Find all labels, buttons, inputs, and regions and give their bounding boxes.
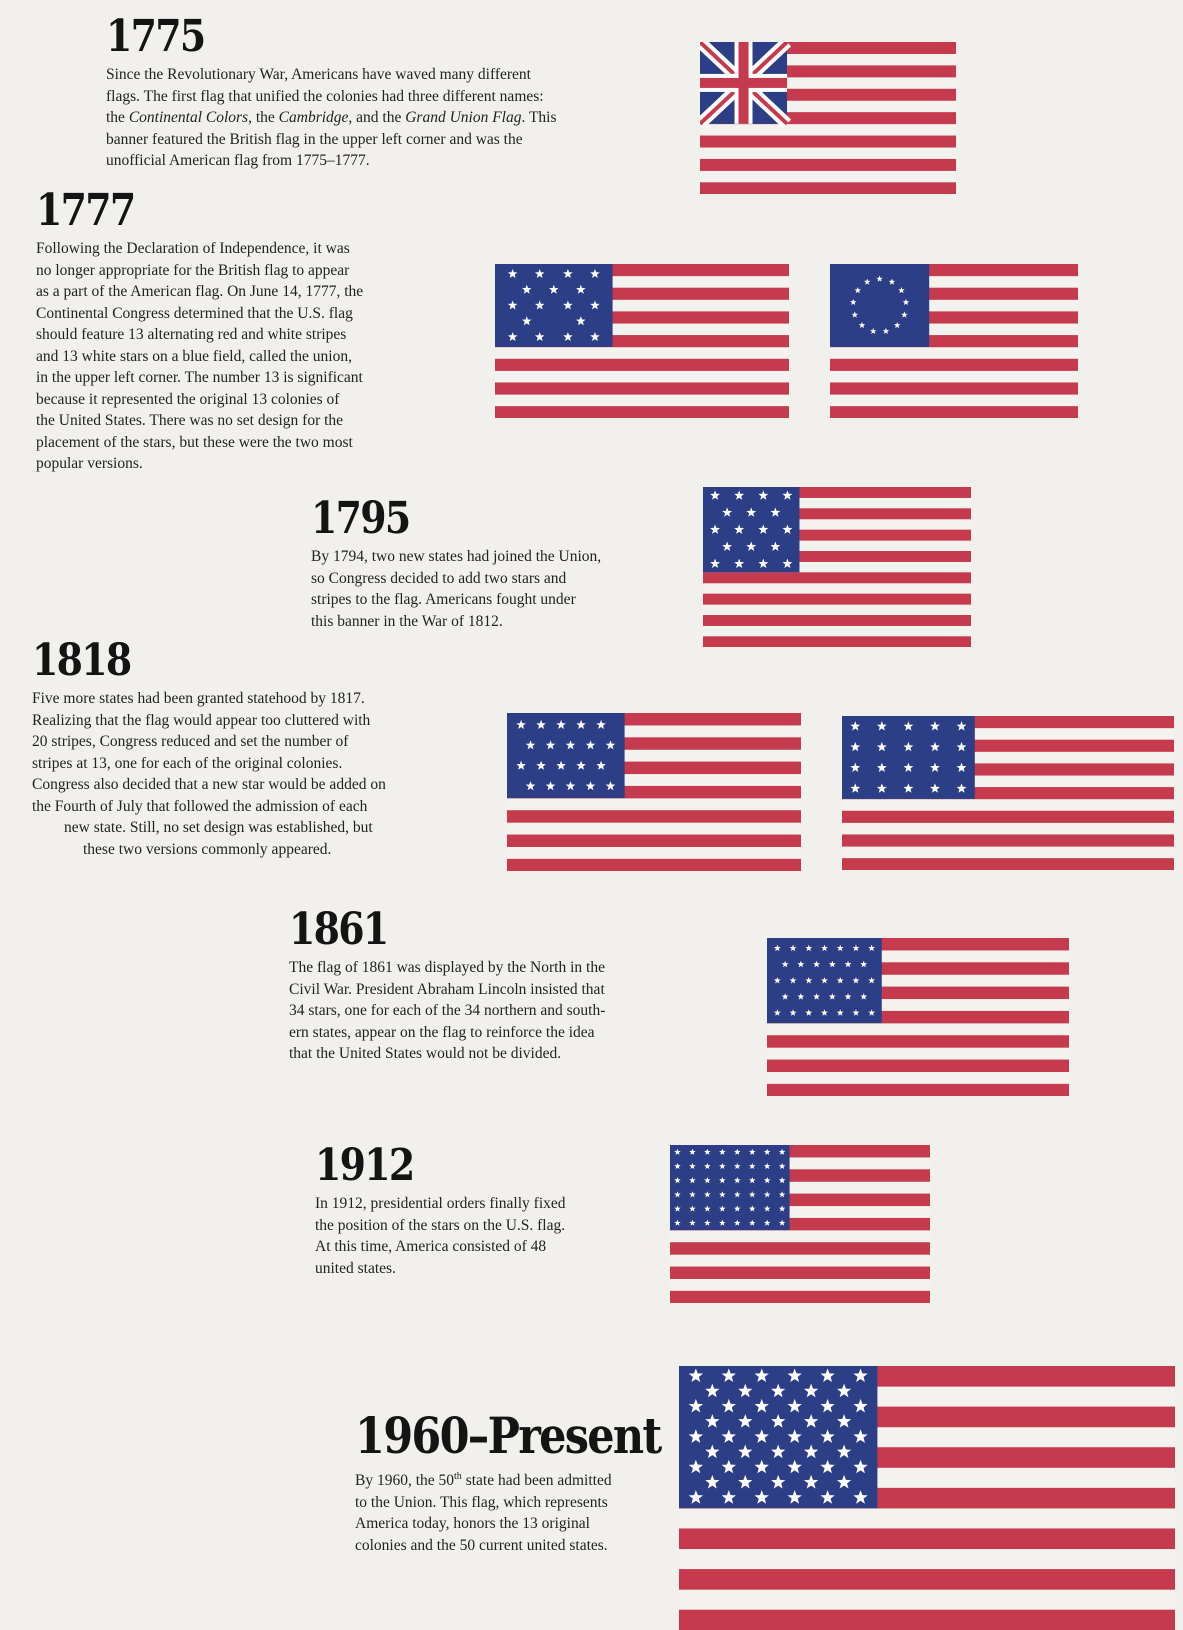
text-line: that the United States would not be divided. [289, 1045, 562, 1062]
text-line: Five more states had been granted statehood by 1817. [32, 690, 365, 707]
text-line: Following the Declaration of Independence, it was [36, 240, 350, 257]
red-stripe [830, 359, 1078, 371]
text-line: 20 stripes, Congress reduced and set the number of [32, 733, 349, 750]
red-stripe [679, 1610, 1175, 1630]
red-stripe [670, 1267, 930, 1279]
union-jack-icon [700, 42, 787, 124]
text-line [106, 107, 557, 129]
text-line: to the Union. This flag, which represents [355, 1493, 608, 1511]
section-1912 [315, 1140, 566, 1279]
text-line: In 1912, presidential orders finally fixed [315, 1195, 566, 1212]
year-heading-1861: 1861 [289, 904, 388, 955]
red-stripe [767, 1060, 1069, 1072]
red-stripe [495, 382, 789, 394]
red-stripe [700, 182, 956, 194]
text-line: At this time, America consisted of 48 [315, 1238, 547, 1255]
flag-1912-image [670, 1145, 930, 1303]
text-line: as a part of the American flag. On June 14, 1777, the [36, 283, 364, 300]
red-stripe [679, 1569, 1175, 1590]
year-heading-1795: 1795 [311, 493, 410, 544]
text-line: The flag of 1861 was displayed by the North in the [289, 959, 605, 976]
flag-1777-circle-of-stars-image [830, 264, 1078, 418]
text-line: banner featured the British flag in the upper left corner and was the [106, 130, 523, 148]
text-line: the United States. There was no set design for the [36, 412, 344, 429]
section-1795 [311, 493, 602, 632]
text-line: this banner in the War of 1812. [311, 612, 503, 630]
text-line: America today, honors the 13 original [355, 1515, 590, 1533]
red-stripe [507, 859, 801, 871]
text-line: Civil War. President Abraham Lincoln insisted that [289, 980, 605, 998]
red-stripe [507, 810, 801, 822]
flag-1777-rows-of-stars-image [495, 264, 789, 418]
text-line: no longer appropriate for the British flag to appear [36, 261, 350, 279]
flag-name-grand-union: Grand Union Flag [405, 109, 522, 126]
paragraph-1775 [106, 64, 557, 172]
text-line: in the upper left corner. The number 13 is significant [36, 369, 363, 386]
text-line: the Fourth of July that followed the admission of each [32, 797, 368, 815]
text-fragment: , and the [348, 109, 406, 126]
red-stripe [507, 835, 801, 847]
text-fragment: , the [248, 109, 279, 126]
text-line: popular versions. [36, 455, 143, 472]
year-heading-1960-present: 1960–Present [355, 1406, 661, 1465]
red-stripe [703, 615, 971, 626]
text-line [355, 1466, 710, 1492]
text-line: Congress also decided that a new star would be added on [32, 776, 386, 793]
text-line: By 1794, two new states had joined the Union, [311, 548, 602, 565]
red-stripe [700, 136, 956, 148]
text-fragment: the [106, 109, 129, 126]
red-stripe [842, 834, 1174, 846]
red-stripe [670, 1291, 930, 1303]
section-1960-present [355, 1406, 710, 1556]
flag-1861-image [767, 938, 1069, 1096]
red-stripe [679, 1528, 1175, 1549]
text-line: flags. The first flag that unified the colonies had three different names: [106, 87, 544, 105]
red-stripe [703, 636, 971, 647]
section-1861 [289, 904, 606, 1065]
red-stripe [495, 406, 789, 418]
flag-1818-staggered-stars-image [507, 713, 801, 871]
text-line: stripes at 13, one for each of the original colonies. [32, 754, 343, 772]
text-line: these two versions commonly appeared. [83, 840, 332, 858]
red-stripe [767, 1084, 1069, 1096]
text-line: Since the Revolutionary War, Americans have waved many different [106, 66, 531, 83]
text-line: unofficial American flag from 1775–1777. [106, 152, 370, 169]
text-line: 34 stars, one for each of the 34 northern and south- [289, 1002, 606, 1019]
paragraph-1777 [36, 238, 363, 475]
year-heading-1912: 1912 [315, 1140, 414, 1191]
text-line: so Congress decided to add two stars and [311, 569, 567, 587]
paragraph-1795 [311, 546, 601, 632]
year-heading-1818: 1818 [32, 635, 131, 686]
year-heading-1777: 1777 [36, 185, 135, 236]
text-fragment: . This [521, 109, 557, 126]
flag-modern-50-stars-image [679, 1366, 1175, 1630]
paragraph-1861 [289, 957, 605, 1065]
red-stripe [703, 594, 971, 605]
red-stripe [830, 382, 1078, 394]
text-line: because it represented the original 13 colonies of [36, 390, 340, 408]
text-line: Continental Congress determined that the U.S. flag [36, 304, 353, 322]
grand-union-flag-image [700, 42, 956, 194]
flag-1795-image [703, 487, 971, 647]
paragraph-1912 [315, 1193, 566, 1279]
flag-name-continental-colors: Continental Colors [128, 109, 249, 126]
paragraph-1818 [32, 688, 386, 860]
text-fragment: By 1960, the 50 [355, 1472, 455, 1490]
paragraph-1960-present [355, 1466, 710, 1556]
red-stripe [842, 811, 1174, 823]
red-stripe [703, 572, 971, 583]
text-line: and 13 white stars on a blue field, called the union, [36, 347, 352, 365]
red-stripe [842, 858, 1174, 870]
red-stripe [670, 1242, 930, 1254]
text-line: united states. [315, 1259, 396, 1277]
flag-1818-grid-stars-image [842, 716, 1174, 870]
text-line: colonies and the 50 current united states. [355, 1536, 608, 1554]
red-stripe [495, 359, 789, 371]
text-line: the position of the stars on the U.S. flag. [315, 1216, 566, 1234]
text-fragment: state had been admitted [461, 1472, 612, 1490]
flag-name-cambridge: Cambridge [278, 109, 349, 126]
red-stripe [767, 1035, 1069, 1047]
ordinal-suffix: th [454, 1471, 462, 1482]
text-line: stripes to the flag. Americans fought under [311, 591, 576, 608]
year-heading-1775: 1775 [106, 11, 205, 62]
text-line: should feature 13 alternating red and white stripes [36, 326, 347, 343]
red-stripe [830, 406, 1078, 418]
section-1777 [36, 185, 364, 475]
section-1775 [106, 11, 557, 172]
red-stripe [700, 159, 956, 171]
text-line: placement of the stars, but these were the two most [36, 433, 353, 451]
section-1818 [32, 635, 386, 860]
canton [670, 1145, 790, 1230]
text-line: Realizing that the flag would appear too cluttered with [32, 711, 371, 729]
text-line: ern states, appear on the flag to reinforce the idea [289, 1023, 595, 1041]
text-line: new state. Still, no set design was established, but [64, 819, 373, 836]
